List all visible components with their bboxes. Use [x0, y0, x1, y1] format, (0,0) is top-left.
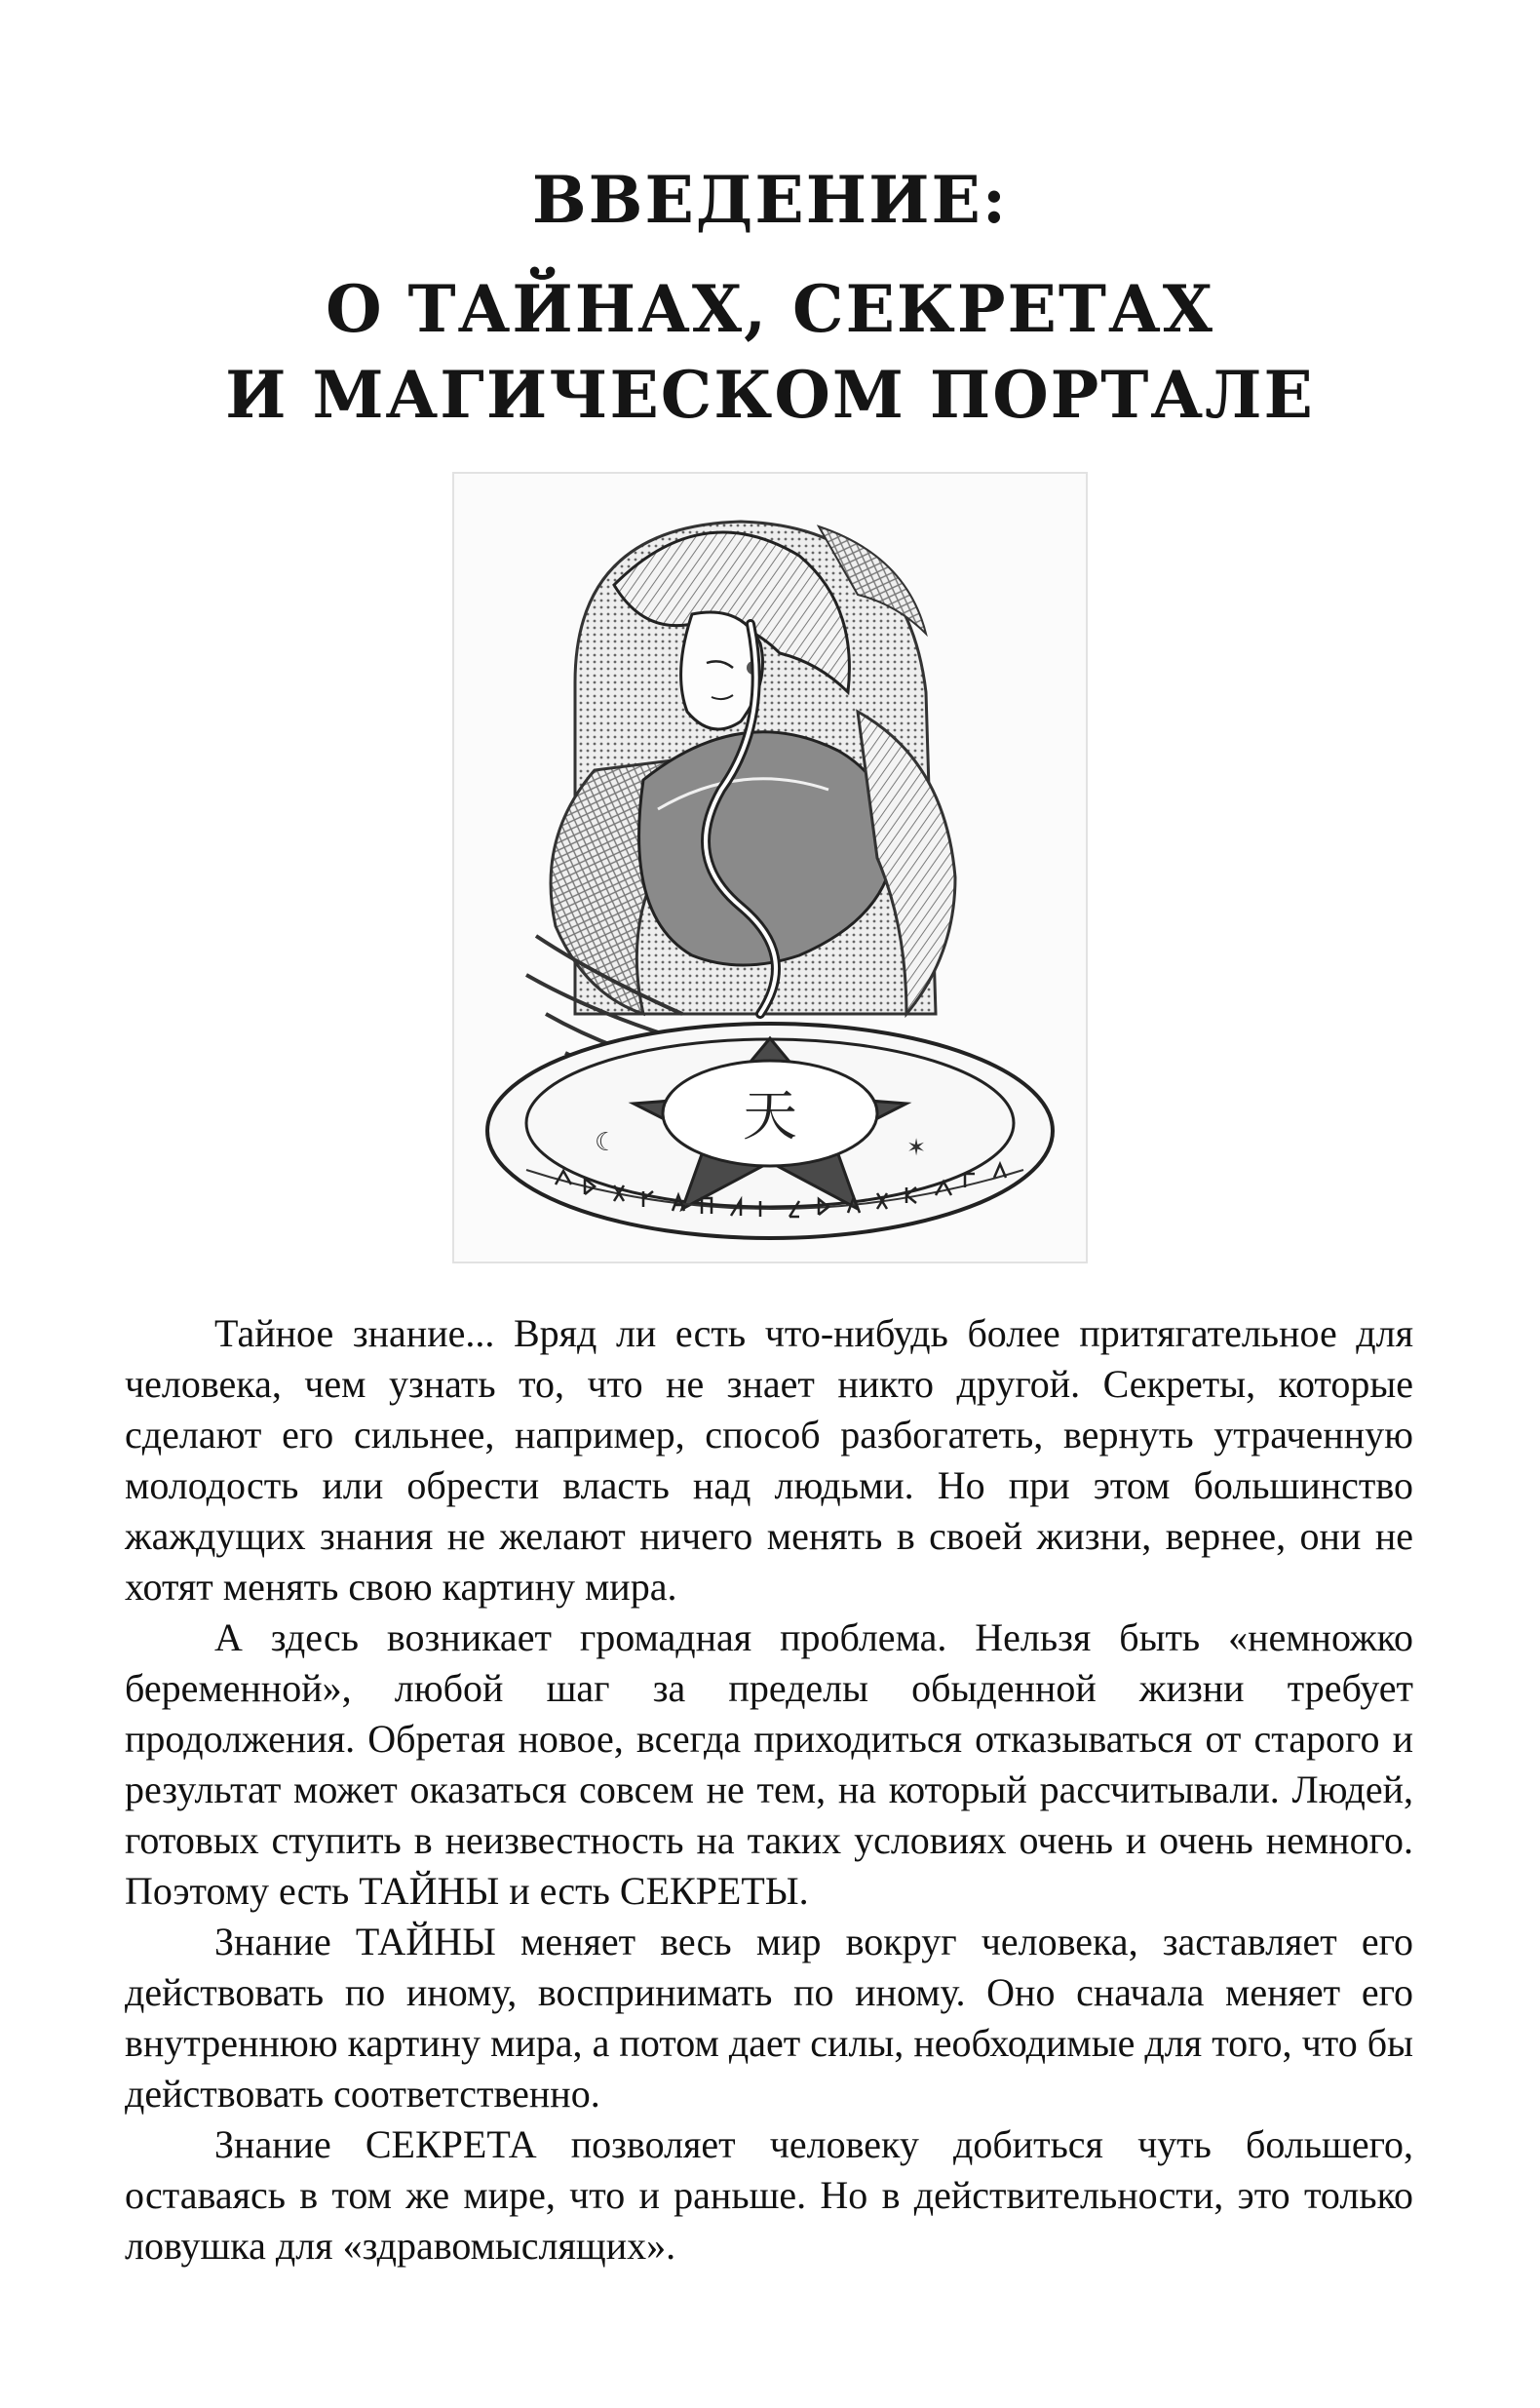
paragraph-2: А здесь возникает громадная проблема. Нельзя быть «немножко беременной», любой шаг за пределы обыденной жизни требует продолжения. Обретая новое, всегда приходиться отказываться от старого и результат может оказаться совсем не тем, на который рассчитывали. Людей, готовых ступить в неизвестность на таких условиях очень и очень немного. Поэтому есть ТАЙНЫ и есть СЕКРЕТЫ. — [125, 1615, 1413, 1913]
paragraph-3: Знание ТАЙНЫ меняет весь мир вокруг человека, заставляет его действовать по иному, воспринимать по иному. Оно сначала меняет его внутреннюю картину мира, а потом дает силы, необходимые для того, что бы действовать соответственно. — [125, 1920, 1413, 2116]
body-text — [125, 1308, 1413, 2272]
illustration-magic-portal — [448, 468, 1092, 1267]
paragraph-4: Знание СЕКРЕТА позволяет человеку добиться чуть большего, оставаясь в том же мире, что и раньше. Но в действительности, это только ловушка для «здравомыслящих». — [125, 2122, 1413, 2268]
chapter-title-line-2: И МАГИЧЕСКОМ ПОРТАЛЕ — [225, 357, 1315, 433]
chapter-heading: ВВЕДЕНИЕ: — [531, 162, 1009, 238]
svg-text:✶: ✶ — [906, 1134, 927, 1161]
portal-glyph: 天 — [743, 1085, 797, 1148]
svg-text:☾: ☾ — [595, 1128, 618, 1157]
chapter-title-line-1: О ТАЙНАХ, СЕКРЕТАХ — [326, 271, 1214, 347]
paragraph-1: Тайное знание... Вряд ли есть что-нибудь более притягательное для человека, чем узнать то, что не знает никто другой. Секреты, которые сделают его сильнее, например, способ разбогатеть, вернуть утраченную молодость или обрести власть над людьми. Но при этом большинство жаждущих знания не желают ничего менять в своей жизни, вернее, они не хотят менять свою картину мира. — [125, 1311, 1413, 1609]
